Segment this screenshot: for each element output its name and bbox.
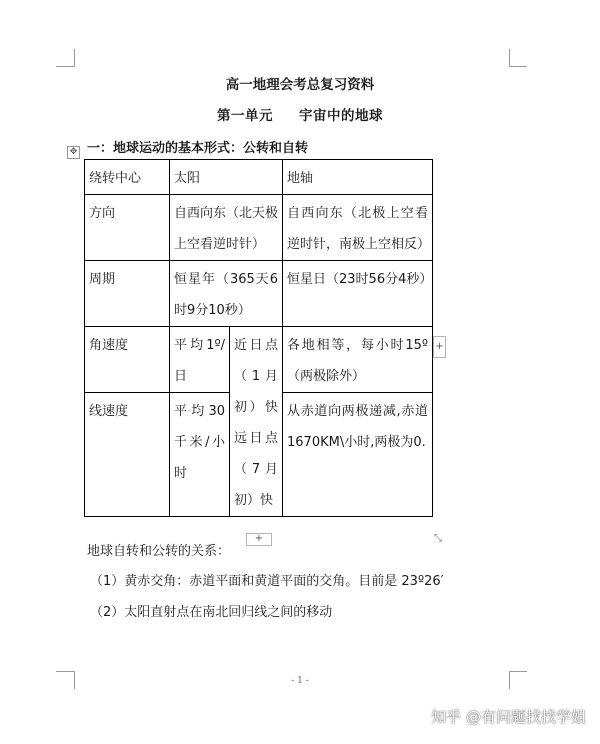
crop-mark-top-left [56, 66, 74, 67]
table-cell[interactable]: 近日点（1月初）快远日点（7月初）快 [230, 327, 283, 517]
unit-title [0, 104, 600, 124]
crop-mark-top-left [74, 49, 75, 67]
watermark: 知乎 @有问题找找学姐 [431, 708, 586, 726]
relation-heading: 地球自转和公转的关系： [87, 544, 231, 559]
table-cell[interactable]: 平均30千米/小时 [170, 393, 230, 517]
table-resize-icon[interactable]: ⤡ [434, 533, 442, 544]
table-row [85, 327, 433, 393]
table-row [85, 160, 433, 195]
table-cell[interactable]: 方向 [85, 195, 170, 261]
unit-label: 第一单元 [217, 108, 273, 124]
table-cell[interactable]: 周期 [85, 261, 170, 327]
table-cell[interactable]: 从赤道向两极递减,赤道1670KM\小时,两极为0. [283, 393, 433, 517]
table-cell[interactable]: 自西向东（北极上空看逆时针，南极上空相反） [283, 195, 433, 261]
table-cell[interactable]: 地轴 [283, 160, 433, 195]
table-cell[interactable]: 角速度 [85, 327, 170, 393]
add-row-icon[interactable]: + [246, 533, 272, 546]
table-cell[interactable]: 绕转中心 [85, 160, 170, 195]
add-column-icon[interactable]: + [433, 336, 446, 358]
table-cell[interactable]: 自西向东（北天极上空看逆时针） [170, 195, 283, 261]
document-title: 高一地理会考总复习资料 [225, 77, 375, 93]
unit-name: 宇宙中的地球 [299, 108, 383, 124]
section-heading: 一：地球运动的基本形式：公转和自转 [87, 141, 309, 156]
crop-mark-top-right [509, 49, 510, 67]
table-move-handle-icon[interactable]: ✥ [67, 146, 80, 159]
table-row [85, 195, 433, 261]
table-cell[interactable]: 恒星年（365天6时9分10秒） [170, 261, 283, 327]
table-cell[interactable]: 平均1º/日 [170, 327, 230, 393]
table-cell[interactable]: 各地相等，每小时15º（两极除外） [283, 327, 433, 393]
crop-mark-bottom-left [56, 671, 74, 672]
table-cell[interactable]: 线速度 [85, 393, 170, 517]
table-row [85, 261, 433, 327]
crop-mark-top-right [509, 66, 527, 67]
table-cell[interactable]: 太阳 [170, 160, 283, 195]
point-2: （2）太阳直射点在南北回归线之间的移动 [90, 605, 333, 620]
point-1: （1）黄赤交角：赤道平面和黄道平面的交角。目前是 23º26′ [90, 574, 444, 589]
table-cell[interactable]: 恒星日（23时56分4秒） [283, 261, 433, 327]
earth-motion-table [84, 159, 433, 517]
crop-mark-bottom-right [509, 671, 527, 672]
page-number: - 1 - [291, 676, 309, 686]
